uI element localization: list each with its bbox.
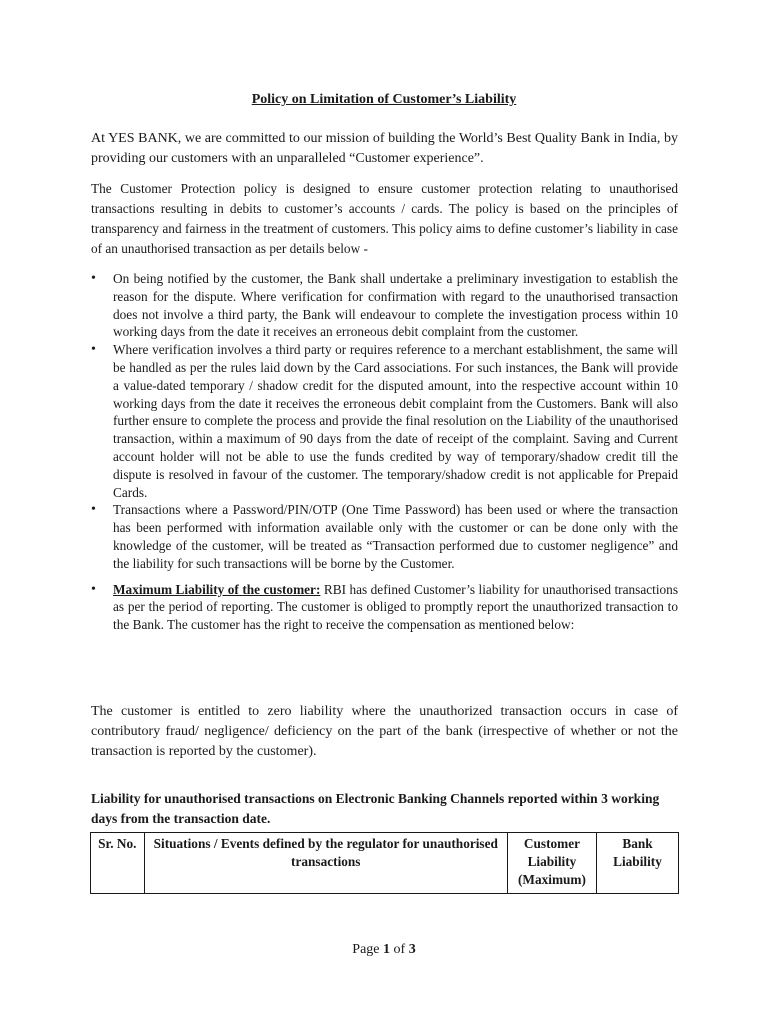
policy-bullet-list bbox=[91, 270, 678, 634]
document-title: Policy on Limitation of Customer’s Liability bbox=[251, 92, 517, 107]
protection-paragraph: The Customer Protection policy is designed to ensure customer protection relating to unauthorised transactions resulting in debits to customer’s accounts / cards. The policy is based on the principles of transparency and fairness in the treatment of customers. This policy aims to define customer’s liability in case of an unauthorised transaction as per details below - bbox=[91, 181, 678, 256]
table-header-row bbox=[91, 833, 679, 894]
maximum-liability-text: RBI has defined Customer’s liability for unauthorised transactions as per the period of reporting. The customer is obliged to promptly report the unauthorized transaction to the Bank. The customer has the right to receive the compensation as mentioned below: bbox=[113, 581, 678, 633]
intro-paragraph: At YES BANK, we are committed to our mission of building the World’s Best Quality Bank in India, by providing our customers with an unparalleled “Customer experience”. bbox=[91, 131, 678, 166]
header-customer-liability: Customer Liability (Maximum) bbox=[507, 833, 596, 894]
header-situations: Situations / Events defined by the regulator for unauthorised transactions bbox=[144, 833, 507, 894]
header-bank-liability: Bank Liability bbox=[596, 833, 678, 894]
footer-current-page: 1 bbox=[383, 942, 391, 957]
footer-of-word: of bbox=[393, 942, 406, 957]
header-sr-no: Sr. No. bbox=[91, 833, 145, 894]
zero-liability-paragraph: The customer is entitled to zero liability where the unauthorized transaction occurs in case of contributory fraud/ negligence/ deficiency on the part of the bank (irrespective of whether or not the transaction is reported by the customer). bbox=[91, 704, 678, 759]
bullet-item-investigation: • On being notified by the customer, the Bank shall undertake a preliminary investigation to establish the reason for the dispute. Where verification for confirmation with regard to the unauthorised transaction does not involve a third party, the Bank will endeavour to complete the investigation process within 10 working days from the date it receives an erroneous debit complaint from the customer. bbox=[91, 270, 678, 341]
page-footer bbox=[0, 942, 768, 958]
bullet-item-maximum-liability bbox=[91, 581, 678, 634]
liability-table bbox=[90, 832, 679, 894]
table-heading: Liability for unauthorised transactions on Electronic Banking Channels reported within 3 working days from the transaction date. bbox=[91, 791, 660, 826]
footer-total-pages: 3 bbox=[408, 942, 416, 957]
bullet-item-third-party: • Where verification involves a third party or requires reference to a merchant establishment, the same will be handled as per the rules laid down by the Card associations. For such instances, the Bank will provide a value-dated temporary / shadow credit for the disputed amount, into the respective account within 10 working days from the date it receives the erroneous debit complaint from the Customers. Bank will also further ensure to complete the process and provide the final resolution on the Liability of the unauthorised transaction, within a maximum of 90 days from the date of receipt of the complaint. Saving and Current account holder will not be able to use the funds credited by way of temporary/shadow credit till the dispute is resolved in favour of the customer. The temporary/shadow credit is not applicable for Prepaid Cards. bbox=[91, 341, 678, 501]
maximum-liability-heading: Maximum Liability of the customer: bbox=[113, 581, 321, 597]
footer-page-word: Page bbox=[352, 942, 380, 957]
bullet-item-negligence: • Transactions where a Password/PIN/OTP (One Time Password) has been used or where the transaction has been performed with information available only with the customer or can be done only with the knowledge of the customer, will be treated as “Transaction performed due to customer negligence” and the liability for such transactions will be borne by the Customer. bbox=[91, 501, 678, 572]
